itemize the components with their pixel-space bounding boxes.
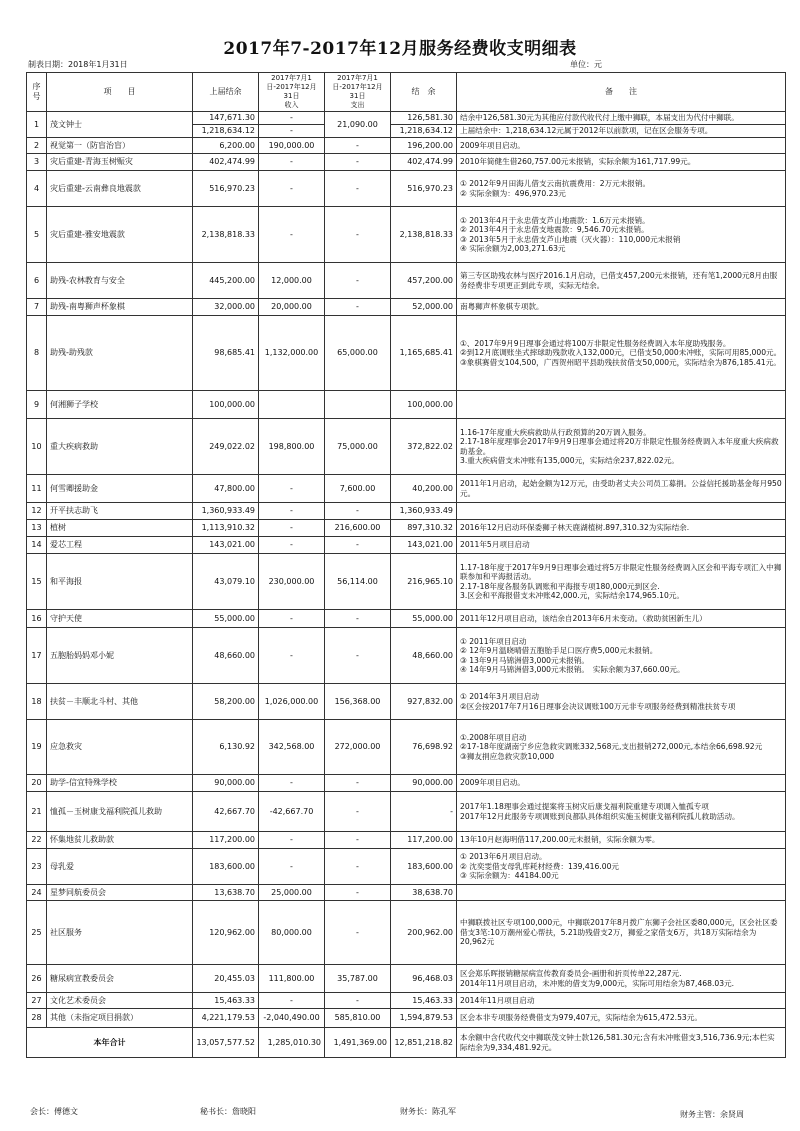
row-number: 24 [27, 885, 47, 901]
row-expense: 156,368.00 [325, 684, 391, 720]
row-expense: - [325, 832, 391, 849]
row-expense: 272,000.00 [325, 720, 391, 775]
note-line: ③ 13年9月马锦洲借3,000元未报销。 [460, 655, 589, 665]
row-balance: 76,698.92 [391, 720, 457, 775]
note-line: 2016年12月启动环保委狮子林天鹿湖植树.897,310.32为实际结余. [460, 523, 690, 533]
row-income: 1,132,000.00 [259, 316, 325, 391]
row-prev-balance: 48,660.00 [193, 628, 259, 684]
note-line: ④ 14年9月马锦洲借3,000元未报销。 实际余额为37,660.00元。 [460, 665, 685, 674]
row-balance: 52,000.00 [391, 299, 457, 316]
note-line: ① 2014年3月项目启动 [460, 692, 539, 701]
row-item: 助残-农林教育与安全 [47, 263, 193, 299]
row-income: - [259, 503, 325, 520]
total-expense: 1,491,369.00 [325, 1028, 391, 1058]
row-income [259, 391, 325, 419]
row-expense: 7,600.00 [325, 475, 391, 503]
row-number: 16 [27, 610, 47, 628]
row-balance: 457,200.00 [391, 263, 457, 299]
row-prev-balance: 43,079.10 [193, 554, 259, 610]
total-prev-balance: 13,057,577.52 [193, 1028, 259, 1058]
row-item: 扶贫－丰顺北斗村、其他 [47, 684, 193, 720]
row-balance: 143,021.00 [391, 537, 457, 554]
row-number: 22 [27, 832, 47, 849]
sub-prev-balance: 1,218,634.12 [193, 125, 259, 138]
note-line: ②到12月底调账坐式摔球助残款收入132,000元，已借支50,000未冲账，实际可用85,000元。 [460, 348, 782, 358]
note-cell [457, 554, 786, 610]
row-number: 5 [27, 207, 47, 263]
row-item: 文化艺术委员会 [47, 993, 193, 1009]
note-cell [457, 154, 786, 171]
table-row [27, 775, 786, 792]
note-line: 2011年5月项目启动 [460, 540, 530, 550]
row-income: 111,800.00 [259, 965, 325, 993]
table-row [27, 391, 786, 419]
row-item: 开平扶志助飞 [47, 503, 193, 520]
row-item: 怀集地贫儿救助款 [47, 832, 193, 849]
row-item: 灾后重建-青海玉树赈灾 [47, 154, 193, 171]
row-balance: 90,000.00 [391, 775, 457, 792]
row-prev-balance: 47,800.00 [193, 475, 259, 503]
note-line: ② 沈奕雯借支母乳库耗材经费：139,416.00元 [460, 861, 620, 871]
note-line: ①.2008年项目启动 [460, 732, 527, 742]
table-row [27, 263, 786, 299]
row-balance: 897,310.32 [391, 520, 457, 537]
note-cell [457, 503, 786, 520]
row-income: - [259, 112, 325, 125]
row-balance: 100,000.00 [391, 391, 457, 419]
row-prev-balance: 249,022.02 [193, 419, 259, 475]
row-balance: 200,962.00 [391, 901, 457, 965]
row-balance: 117,200.00 [391, 832, 457, 849]
note-cell [457, 391, 786, 419]
table-row [27, 316, 786, 391]
row-prev-balance: 13,638.70 [193, 885, 259, 901]
row-item: 何雪卿援助金 [47, 475, 193, 503]
row-item: 助残-助残款 [47, 316, 193, 391]
row-number: 1 [27, 112, 47, 138]
table-row [27, 171, 786, 207]
note-line: 2014年11月项目启动 [460, 995, 535, 1005]
total-row [27, 1028, 786, 1058]
row-prev-balance: 4,221,179.53 [193, 1009, 259, 1028]
note-cell [457, 720, 786, 775]
row-expense: 56,114.00 [325, 554, 391, 610]
row-income: - [259, 993, 325, 1009]
note-cell [457, 520, 786, 537]
row-number: 8 [27, 316, 47, 391]
row-item: 茂文钟士 [47, 112, 193, 138]
note-line: ③象棋赛借支104,500，广西贺州昭平县助残扶贫借支50,000元，实际结余为876,185.41元。 [460, 357, 781, 367]
row-item: 灾后重建-云南彝良地震款 [47, 171, 193, 207]
row-item: 重大疾病救助 [47, 419, 193, 475]
note-line: 2014年11月项目启动，未冲账的借支为9,000元，实际可用结余为87,468.03元. [460, 978, 735, 988]
row-number: 2 [27, 138, 47, 154]
row-expense: - [325, 901, 391, 965]
row-item: 植树 [47, 520, 193, 537]
row-income: -2,040,490.00 [259, 1009, 325, 1028]
header-prev-balance: 上届结余 [193, 73, 259, 112]
table-row [27, 207, 786, 263]
row-prev-balance: 117,200.00 [193, 832, 259, 849]
row-number: 21 [27, 792, 47, 832]
row-expense: - [325, 537, 391, 554]
note-line: ①、2017年9月9日理事会通过将100万非限定性服务经费调入本年度助残服务。 [460, 338, 731, 348]
row-item: 五胞胎妈妈邓小妮 [47, 628, 193, 684]
row-prev-balance: 2,138,818.33 [193, 207, 259, 263]
table-row [27, 832, 786, 849]
header-item: 项 目 [47, 73, 193, 112]
note-line: ① 2013年6月项目启动。 [460, 852, 547, 862]
row-item: 守护天使 [47, 610, 193, 628]
note-cell [457, 901, 786, 965]
row-item: 灾后重建-雅安地震款 [47, 207, 193, 263]
row-prev-balance: 1,113,910.32 [193, 520, 259, 537]
row-balance: 1,165,685.41 [391, 316, 457, 391]
row-balance: 216,965.10 [391, 554, 457, 610]
row-expense: - [325, 207, 391, 263]
row-number: 13 [27, 520, 47, 537]
note-cell [457, 628, 786, 684]
table-row [27, 965, 786, 993]
row-prev-balance: 98,685.41 [193, 316, 259, 391]
row-prev-balance: 143,021.00 [193, 537, 259, 554]
row-expense: - [325, 849, 391, 885]
table-row [27, 628, 786, 684]
note-cell [457, 112, 786, 125]
note-cell [457, 316, 786, 391]
note-line: 南粤狮声杯象棋专项款。 [460, 302, 544, 312]
row-expense: - [325, 775, 391, 792]
sub-income: - [259, 125, 325, 138]
note-line: ②区会按2017年7月16日理事会决议调账100万元非专项服务经费到精准扶贫专项 [460, 701, 736, 711]
footer-president: 会长：傅德文 [30, 1107, 78, 1116]
row-prev-balance: 516,970.23 [193, 171, 259, 207]
row-income: 1,026,000.00 [259, 684, 325, 720]
row-prev-balance: 147,671.30 [193, 112, 259, 125]
row-balance: 55,000.00 [391, 610, 457, 628]
table-row [27, 554, 786, 610]
total-label: 本年合计 [27, 1028, 193, 1058]
row-number: 27 [27, 993, 47, 1009]
note-line: 第三专区助残农林与医疗2016.1月启动，已借支457,200元未报销，还有笔1,2000元8月由服务经费非专项更正到此专项，实际无结余。 [460, 271, 778, 290]
row-prev-balance: 183,600.00 [193, 849, 259, 885]
row-income: 80,000.00 [259, 901, 325, 965]
note-line: ③狮友捐应急救灾款10,000 [460, 751, 555, 761]
note-line: 2010年简健生借260,757.00元未报销，实际余额为161,717.99元。 [460, 157, 696, 167]
note-line: 13年10月赵海明借117,200.00元未报销，实际余额为零。 [460, 835, 660, 845]
row-income: 230,000.00 [259, 554, 325, 610]
row-prev-balance: 1,360,933.49 [193, 503, 259, 520]
note-line: 3.区会和平海报借支未冲账42,000.元，实际结余174,965.10元。 [460, 591, 684, 600]
table-row [27, 849, 786, 885]
note-cell [457, 138, 786, 154]
note-cell [457, 775, 786, 792]
row-number: 17 [27, 628, 47, 684]
row-income: 20,000.00 [259, 299, 325, 316]
note-line: 2009年项目启动。 [460, 778, 525, 788]
row-expense: 585,810.00 [325, 1009, 391, 1028]
row-prev-balance: 20,455.03 [193, 965, 259, 993]
row-balance: 516,970.23 [391, 171, 457, 207]
note-cell [457, 125, 786, 138]
note-line: ① 2013年4月于永忠借支芦山地震款：1.6万元未报销。 [460, 215, 650, 225]
row-prev-balance: 120,962.00 [193, 901, 259, 965]
row-item: 糖尿病宣教委员会 [47, 965, 193, 993]
row-expense: 216,600.00 [325, 520, 391, 537]
note-line: ②17-18年度湖南宁乡应急救灾调账332,568元,支出报销272,000元,本结余66,698.92元 [460, 742, 763, 752]
row-number: 26 [27, 965, 47, 993]
row-income: - [259, 171, 325, 207]
note-line: 2017年1.18理事会通过提案将玉树灾后康戈福利院重建专项调入恤孤专项 [460, 802, 709, 811]
row-income: - [259, 537, 325, 554]
note-line: 1.17-18年度于2017年9月9日理事会通过将5万非限定性服务经费调入区会和平海专项汇入中狮联参加和平海报活动。 [460, 562, 782, 581]
note-line: 区会本非专项服务经费借支为979,407元，实际结余为615,472.53元。 [460, 1013, 702, 1023]
row-number: 20 [27, 775, 47, 792]
sub-balance: 1,218,634.12 [391, 125, 457, 138]
row-income: 198,800.00 [259, 419, 325, 475]
row-income: - [259, 154, 325, 171]
row-expense: - [325, 263, 391, 299]
row-item: 应急救灾 [47, 720, 193, 775]
row-number: 25 [27, 901, 47, 965]
note-line: ① 2011年项目启动 [460, 636, 527, 646]
row-expense: - [325, 299, 391, 316]
row-balance: 38,638.70 [391, 885, 457, 901]
note-line: 上届结余中：1,218,634.12元属于2012年以前款项，记在区会服务专项。 [460, 126, 713, 136]
table-row [27, 720, 786, 775]
table-row [27, 503, 786, 520]
row-item: 何湘狮子学校 [47, 391, 193, 419]
note-line: 区会郑乐晖报销糖尿病宣传教育委员会-画册和折页传单22,287元. [460, 969, 682, 978]
row-prev-balance: 6,200.00 [193, 138, 259, 154]
row-income: - [259, 628, 325, 684]
row-prev-balance: 55,000.00 [193, 610, 259, 628]
row-balance: 2,138,818.33 [391, 207, 457, 263]
row-prev-balance: 100,000.00 [193, 391, 259, 419]
page-title: 2017年7-2017年12月服务经费收支明细表 [223, 39, 577, 59]
note-line: 1.16-17年度重大疾病救助从行政预算的20万调入服务。 [460, 427, 651, 437]
row-item: 爱芯工程 [47, 537, 193, 554]
row-number: 4 [27, 171, 47, 207]
note-line: 中狮联拨社区专项100,000元，中狮联2017年8月拨广东狮子会社区委80,000元，区会社区委借支3笔:10万潮州爱心帮扶，5.21助残借支2万，狮爱之家借支6万，共18万实际结余为20,962元 [460, 918, 778, 947]
row-item: 恤孤－玉树康戈福利院孤儿救助 [47, 792, 193, 832]
row-expense: - [325, 993, 391, 1009]
note-cell [457, 171, 786, 207]
row-number: 19 [27, 720, 47, 775]
note-line: ④ 实际余额为2,003,271.63元 [460, 244, 566, 253]
row-item: 助残-南粤狮声杯象棋 [47, 299, 193, 316]
row-balance: 126,581.30 [391, 112, 457, 125]
row-item: 其他（未指定项目捐款） [47, 1009, 193, 1028]
note-cell [457, 263, 786, 299]
row-prev-balance: 6,130.92 [193, 720, 259, 775]
row-balance: 402,474.99 [391, 154, 457, 171]
row-number: 11 [27, 475, 47, 503]
row-number: 7 [27, 299, 47, 316]
row-expense: - [325, 171, 391, 207]
row-expense: 65,000.00 [325, 316, 391, 391]
note-cell [457, 610, 786, 628]
row-number: 6 [27, 263, 47, 299]
note-cell [457, 419, 786, 475]
note-cell [457, 1028, 786, 1058]
total-balance: 12,851,218.82 [391, 1028, 457, 1058]
table-row [27, 419, 786, 475]
row-number: 15 [27, 554, 47, 610]
row-expense: - [325, 138, 391, 154]
note-line: 3.重大疾病借支未冲账有135,000元，实际结余237,822.02元。 [460, 456, 679, 465]
note-cell [457, 792, 786, 832]
row-prev-balance: 15,463.33 [193, 993, 259, 1009]
note-cell [457, 832, 786, 849]
row-number: 28 [27, 1009, 47, 1028]
table-row [27, 1009, 786, 1028]
note-line: 2.17-18年度理事会2017年9月9日理事会通过将20万非限定性服务经费调入本年度重大疾病救助基金。 [460, 437, 779, 456]
note-line: 结余中126,581.30元为其他应付款代收代付上缴中狮联，本届支出为代付中狮联。 [460, 113, 739, 123]
row-income: 342,568.00 [259, 720, 325, 775]
row-item: 视觉第一（防盲治盲） [47, 138, 193, 154]
note-line: 2009年项目启动。 [460, 140, 525, 150]
row-prev-balance: 445,200.00 [193, 263, 259, 299]
row-balance: 196,200.00 [391, 138, 457, 154]
row-income: - [259, 520, 325, 537]
header-income: 2017年7月1日-2017年12月31日 收入 [259, 73, 325, 112]
row-number: 9 [27, 391, 47, 419]
table-row [27, 901, 786, 965]
table-row [27, 299, 786, 316]
header-row [27, 73, 786, 112]
note-line: 2.17-18年度各服务队调账和平海报专项180,000元到区会. [460, 581, 660, 591]
row-expense: - [325, 503, 391, 520]
note-line: 2017年12月此服务专项调账到良都队具体组织实施玉树康戈福利院孤儿救助活动。 [460, 811, 740, 821]
row-number: 18 [27, 684, 47, 720]
note-cell [457, 1009, 786, 1028]
row-income: - [259, 610, 325, 628]
row-balance: 927,832.00 [391, 684, 457, 720]
row-item: 母乳爱 [47, 849, 193, 885]
row-number: 10 [27, 419, 47, 475]
table-row [27, 885, 786, 901]
row-expense [325, 391, 391, 419]
header-balance: 结 余 [391, 73, 457, 112]
footer-secretary: 秘书长：詹晓阳 [200, 1107, 256, 1116]
row-income: - [259, 832, 325, 849]
row-balance: 372,822.02 [391, 419, 457, 475]
note-cell [457, 684, 786, 720]
row-item: 助学-信宜特殊学校 [47, 775, 193, 792]
table-row [27, 138, 786, 154]
row-expense: - [325, 792, 391, 832]
note-line: ② 2013年4月于永忠借支地震款：9,546.70元未报销。 [460, 225, 649, 234]
note-cell [457, 965, 786, 993]
row-income: -42,667.70 [259, 792, 325, 832]
row-expense: 75,000.00 [325, 419, 391, 475]
row-balance: 183,600.00 [391, 849, 457, 885]
row-income: - [259, 475, 325, 503]
row-balance: - [391, 792, 457, 832]
note-line: ② 实际余额为：496,970.23元 [460, 188, 566, 198]
row-expense: - [325, 610, 391, 628]
table-row [27, 154, 786, 171]
header-expense: 2017年7月1日-2017年12月31日 支出 [325, 73, 391, 112]
row-balance: 48,660.00 [391, 628, 457, 684]
table-row [27, 610, 786, 628]
row-balance: 96,468.03 [391, 965, 457, 993]
header-no: 序号 [27, 73, 47, 112]
row-prev-balance: 32,000.00 [193, 299, 259, 316]
finance-table [26, 72, 786, 1058]
note-cell [457, 849, 786, 885]
total-income: 1,285,010.30 [259, 1028, 325, 1058]
row-expense: - [325, 628, 391, 684]
footer-finance-director: 财务主管：余贤周 [680, 1110, 744, 1119]
row-income: 190,000.00 [259, 138, 325, 154]
note-line: ① 2012年9月田海儿借支云南抗震费用：2万元未报销。 [460, 179, 651, 188]
row-prev-balance: 402,474.99 [193, 154, 259, 171]
row-income: 12,000.00 [259, 263, 325, 299]
row-item: 和平海报 [47, 554, 193, 610]
note-line: ③ 2013年5月于永忠借支芦山地震（灭火器）：110,000元未报销 [460, 234, 681, 244]
table-row [27, 792, 786, 832]
row-expense: 35,787.00 [325, 965, 391, 993]
header-note: 备 注 [457, 73, 786, 112]
row-item: 社区服务 [47, 901, 193, 965]
row-balance: 40,200.00 [391, 475, 457, 503]
note-line: 2011年1月启动，起始金额为12万元，由受助者丈夫公司员工募捐。公益信托援助基金每月950元。 [460, 479, 782, 498]
row-income: - [259, 775, 325, 792]
row-expense: - [325, 154, 391, 171]
row-balance: 15,463.33 [391, 993, 457, 1009]
row-number: 14 [27, 537, 47, 554]
row-income: 25,000.00 [259, 885, 325, 901]
row-prev-balance: 58,200.00 [193, 684, 259, 720]
note-cell [457, 475, 786, 503]
note-cell [457, 993, 786, 1009]
note-cell [457, 207, 786, 263]
note-line: 2011年12月项目启动，该结余自2013年6月未变动。（救助贫困新生儿） [460, 613, 707, 623]
note-cell [457, 885, 786, 901]
table-row [27, 112, 786, 125]
note-line: ② 12年9月温晓晴借五胞胎手足口医疗费5,000元未报销。 [460, 646, 658, 655]
note-cell [457, 537, 786, 554]
row-prev-balance: 90,000.00 [193, 775, 259, 792]
table-row [27, 537, 786, 554]
row-income: - [259, 849, 325, 885]
note-line: 本余额中含代收代交中狮联茂文钟士款126,581.30元;含有未冲账借支3,516,736.9元;本栏实际结余为9,334,481.92元。 [460, 1033, 775, 1052]
note-cell [457, 299, 786, 316]
row-item: 星梦同航委员会 [47, 885, 193, 901]
row-number: 3 [27, 154, 47, 171]
note-line: ③ 实际余额为：44184.00元 [460, 871, 559, 881]
row-prev-balance: 42,667.70 [193, 792, 259, 832]
prepared-date: 制表日期：2018年1月31日 [28, 60, 128, 69]
table-row [27, 684, 786, 720]
row-balance: 1,360,933.49 [391, 503, 457, 520]
table-row [27, 520, 786, 537]
row-income: - [259, 207, 325, 263]
table-row [27, 475, 786, 503]
table-row [27, 993, 786, 1009]
footer-treasurer: 财务长：陈孔军 [400, 1107, 456, 1116]
row-number: 23 [27, 849, 47, 885]
row-expense: 21,090.00 [325, 112, 391, 138]
table-body [27, 112, 786, 1058]
row-number: 12 [27, 503, 47, 520]
unit-label: 单位：元 [570, 60, 602, 69]
row-expense: - [325, 885, 391, 901]
row-balance: 1,594,879.53 [391, 1009, 457, 1028]
